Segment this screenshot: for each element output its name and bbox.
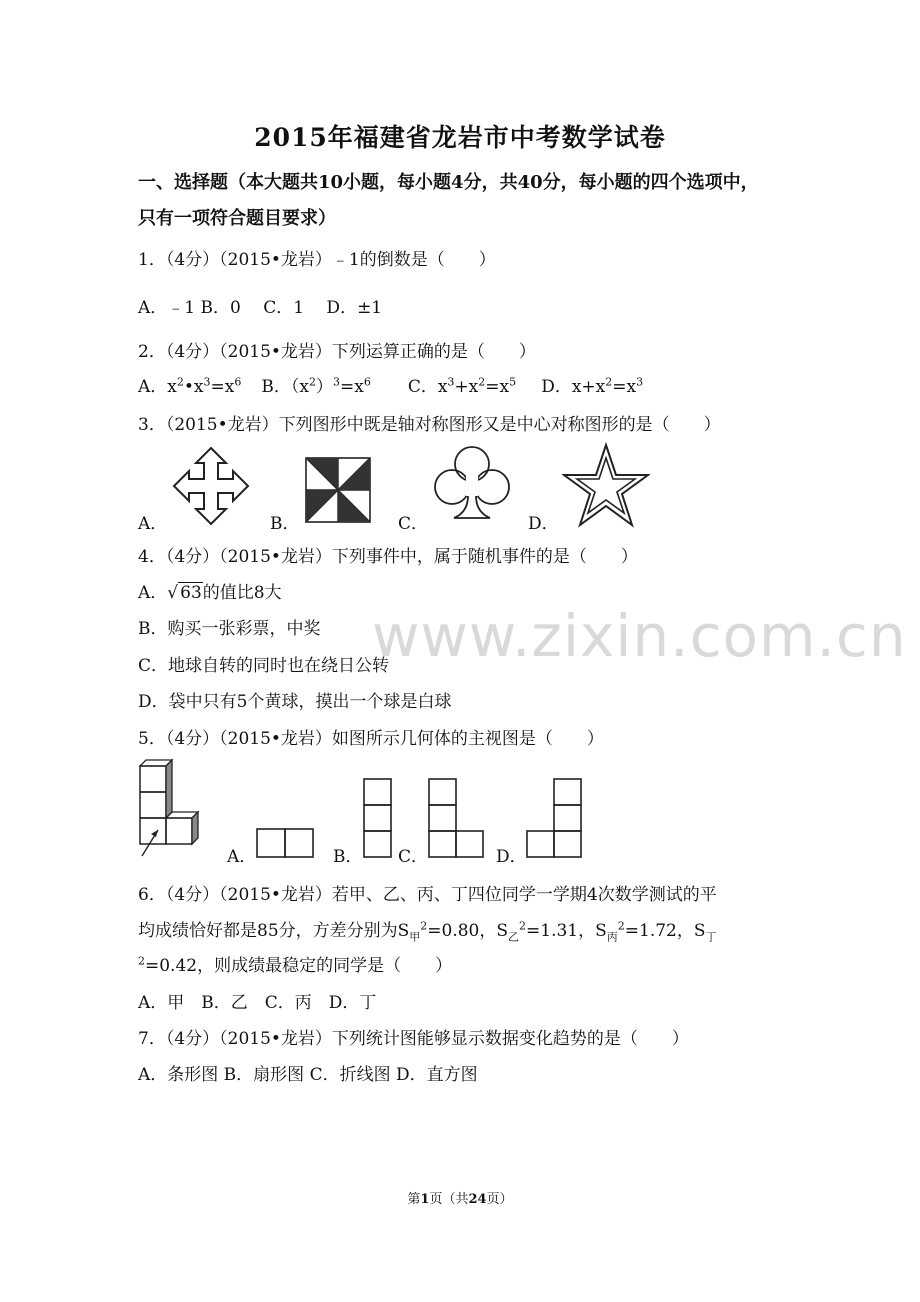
q5-solid-figure	[136, 758, 208, 860]
q5-label-c: C．	[398, 847, 429, 867]
q6-line3: $^2$=0.42，则成绩最稳定的同学是（ ）	[138, 954, 453, 976]
q6-line2: 均成绩恰好都是85分，方差分别为$S_甲^2=0.80$，$S_乙^2=1.31$，$S_丙^2=1.72$，$S_丁$	[138, 919, 717, 944]
q4-option-c: C．地球自转的同时也在绕日公转	[138, 656, 390, 676]
q6-line1: 6．（4分）（2015•龙岩）若甲、乙、丙、丁四位同学一学期4次数学测试的平	[138, 885, 717, 905]
q4-radicand: 63	[180, 583, 202, 603]
section-heading-line2: 只有一项符合题目要求）	[138, 208, 336, 229]
q5-view-c	[428, 778, 484, 858]
q5-view-a	[256, 828, 314, 858]
q3-figure-c-club	[432, 444, 512, 522]
q1-options: A．﹣1 B．0 C．1 D．±1	[138, 298, 383, 318]
section-heading-line1: 一、选择题（本大题共10小题，每小题4分，共40分，每小题的四个选项中，	[138, 172, 759, 193]
q4-option-b: B．购买一张彩票，中奖	[138, 619, 321, 639]
q3-figure-d-star	[562, 442, 650, 528]
watermark: www.zixin.com.cn	[372, 602, 907, 670]
q2-option-b: B．$(x^2)^3=x^6$	[261, 375, 371, 397]
q2-option-d: D．$x+x^2=x^3$	[541, 375, 644, 397]
q3-figure-a-four-arrows	[172, 446, 250, 526]
q7-options: A．条形图 B．扇形图 C．折线图 D．直方图	[138, 1065, 478, 1085]
q4-option-d: D．袋中只有5个黄球，摸出一个球是白球	[138, 692, 452, 712]
q3-figure-b-pinwheel	[304, 456, 372, 524]
q7-stem: 7．（4分）（2015•龙岩）下列统计图能够显示数据变化趋势的是（ ）	[138, 1029, 689, 1049]
q4-option-a: A．√ 63的值比8大	[138, 583, 282, 603]
q2-option-a: A．$x^2•x^3=x^6$	[138, 375, 242, 397]
q5-label-d: D．	[496, 847, 527, 867]
page-title: 2015年福建省龙岩市中考数学试卷	[254, 123, 666, 152]
q3-label-a: A．	[138, 514, 168, 534]
q5-view-d	[526, 778, 582, 858]
q4-stem: 4．（4分）（2015•龙岩）下列事件中，属于随机事件的是（ ）	[138, 547, 638, 567]
q3-label-c: C．	[398, 514, 429, 534]
q1-stem: 1．（4分）（2015•龙岩）﹣1的倒数是（ ）	[138, 250, 496, 270]
q3-label-d: D．	[528, 514, 559, 534]
sqrt-symbol: √ 63	[167, 583, 202, 603]
q2-option-c: C．$x^3+x^2=x^5$	[407, 375, 517, 397]
q5-view-b	[363, 778, 393, 858]
q6-options: A．甲 B．乙 C．丙 D．丁	[138, 993, 377, 1013]
q3-label-b: B．	[270, 514, 300, 534]
q5-stem: 5．（4分）（2015•龙岩）如图所示几何体的主视图是（ ）	[138, 729, 604, 749]
q5-label-a: A．	[227, 847, 257, 867]
q2-stem: 2．（4分）（2015•龙岩）下列运算正确的是（ ）	[138, 342, 536, 362]
q3-stem: 3．（2015•龙岩）下列图形中既是轴对称图形又是中心对称图形的是（ ）	[138, 415, 721, 435]
q2-options	[138, 372, 643, 397]
q5-label-b: B．	[333, 847, 363, 867]
page-footer: 第1页（共24页）	[407, 1192, 513, 1207]
